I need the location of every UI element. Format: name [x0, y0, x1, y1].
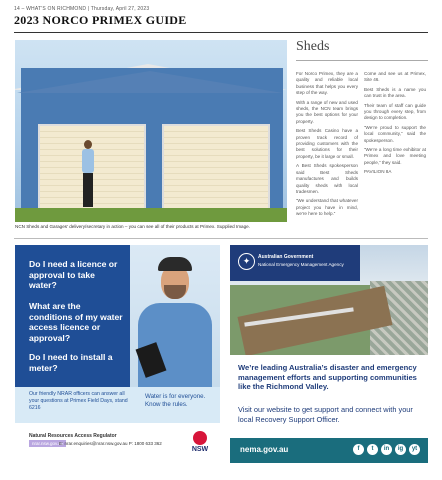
waratah-icon — [193, 431, 207, 445]
person-head — [84, 140, 92, 149]
coat-of-arms-icon: ✦ — [238, 253, 255, 270]
section-title: 2023 NORCO PRIMEX GUIDE — [14, 13, 187, 27]
nrar-org-name: Natural Resources Access Regulator — [29, 433, 117, 439]
nema-website[interactable]: nema.gov.au — [240, 445, 289, 454]
instagram-icon[interactable]: ig — [395, 444, 406, 455]
twitter-icon[interactable]: t — [367, 444, 378, 455]
article-title: Sheds — [296, 39, 330, 54]
person-body — [82, 149, 94, 173]
nema-footer — [230, 438, 428, 463]
paragraph: “We’re proud to support the local community,” said the spokesperson. — [364, 124, 426, 143]
photo-caption: NCN Sheds and Garages’ delivery/secretary in action – you can see all of their products at Primex. Supplied Image. — [15, 224, 250, 229]
paragraph: Best Sheds Casino have a proven track record of providing customers with the best solutions for their property, be it large or small. — [296, 128, 358, 159]
paragraph: PAVILION 8A — [364, 169, 392, 175]
nrar-advertisement — [15, 245, 220, 425]
person-legs — [83, 173, 93, 207]
facebook-icon[interactable]: f — [353, 444, 364, 455]
grass — [15, 208, 287, 222]
shed-gable — [17, 71, 283, 93]
nema-heading: We’re leading Australia’s disaster and emergency management efforts and supporting communities like the Richmond Valley. — [238, 363, 417, 391]
paragraph: With a range of new and used sheds, the NCN team brings you the best options for your property. — [296, 99, 358, 124]
article-title-rule — [296, 60, 428, 61]
gov-banner — [230, 245, 360, 281]
nrar-website[interactable]: nrar.nsw.gov.au — [29, 440, 66, 447]
agency-name: National Emergency Management Agency — [258, 262, 344, 267]
shed-photo — [15, 40, 287, 222]
person-figure — [81, 140, 95, 210]
question-conditions: What are the conditions of my water access licence or approval? — [29, 301, 123, 343]
paragraph: “We understand that whatever project you have in mind, we’re here to help.” — [296, 198, 358, 217]
flood-aerial-photo — [230, 245, 428, 355]
gov-name: Australian Government — [258, 254, 314, 260]
paragraph: Come and see us at Primex, Site 46. — [364, 71, 426, 83]
header-divider — [14, 32, 428, 33]
officer-photo — [130, 245, 220, 387]
nsw-logo — [187, 431, 213, 457]
paragraph: Best Sheds is a name you can trust in the area. — [364, 86, 426, 99]
youtube-icon[interactable]: yt — [409, 444, 420, 455]
page-header-info: 14 – WHAT'S ON RICHMOND | Thursday, April 27, 2023 — [14, 6, 150, 12]
paragraph: A Best Sheds spokesperson said Best Sheds manufactures and builds quality sheds with local tradesmen. — [296, 163, 358, 194]
stand-info: Our friendly NRAR officers can answer all your questions at Primex Field Days, stand 6216 — [29, 391, 128, 411]
nema-advertisement — [230, 245, 428, 467]
nrar-question-panel — [15, 245, 130, 387]
question-meter: Do I need to install a meter? — [29, 352, 113, 373]
nema-message — [230, 355, 428, 435]
nrar-info-strip — [15, 387, 220, 423]
slogan: Water is for everyone. Know the rules. — [145, 393, 206, 408]
section-divider — [14, 238, 428, 239]
nema-body: Visit our website to get support and connect with your local Recovery Support Officer. — [238, 405, 413, 424]
paragraph: “We’re a long time exhibitor at Primex and love meeting people,” they said. — [364, 147, 426, 165]
nrar-contact: E: nrar.enquiries@nrar.nsw.gov.au P: 1800 633 362 — [59, 441, 162, 446]
article-column-2 — [364, 71, 426, 179]
officer-cap — [158, 257, 192, 271]
nrar-footer — [15, 429, 220, 459]
nsw-wordmark: NSW — [191, 446, 209, 453]
linkedin-icon[interactable]: in — [381, 444, 392, 455]
article-column-1 — [296, 71, 358, 221]
social-icons — [353, 444, 420, 455]
paragraph: Their team of staff can guide you through every step, from design to completion. — [364, 102, 426, 121]
paragraph: For Norco Primex, they are a quality and reliable local business that helps you every step of the way. — [296, 71, 358, 96]
question-licence: Do I need a licence or approval to take water? — [29, 259, 118, 290]
